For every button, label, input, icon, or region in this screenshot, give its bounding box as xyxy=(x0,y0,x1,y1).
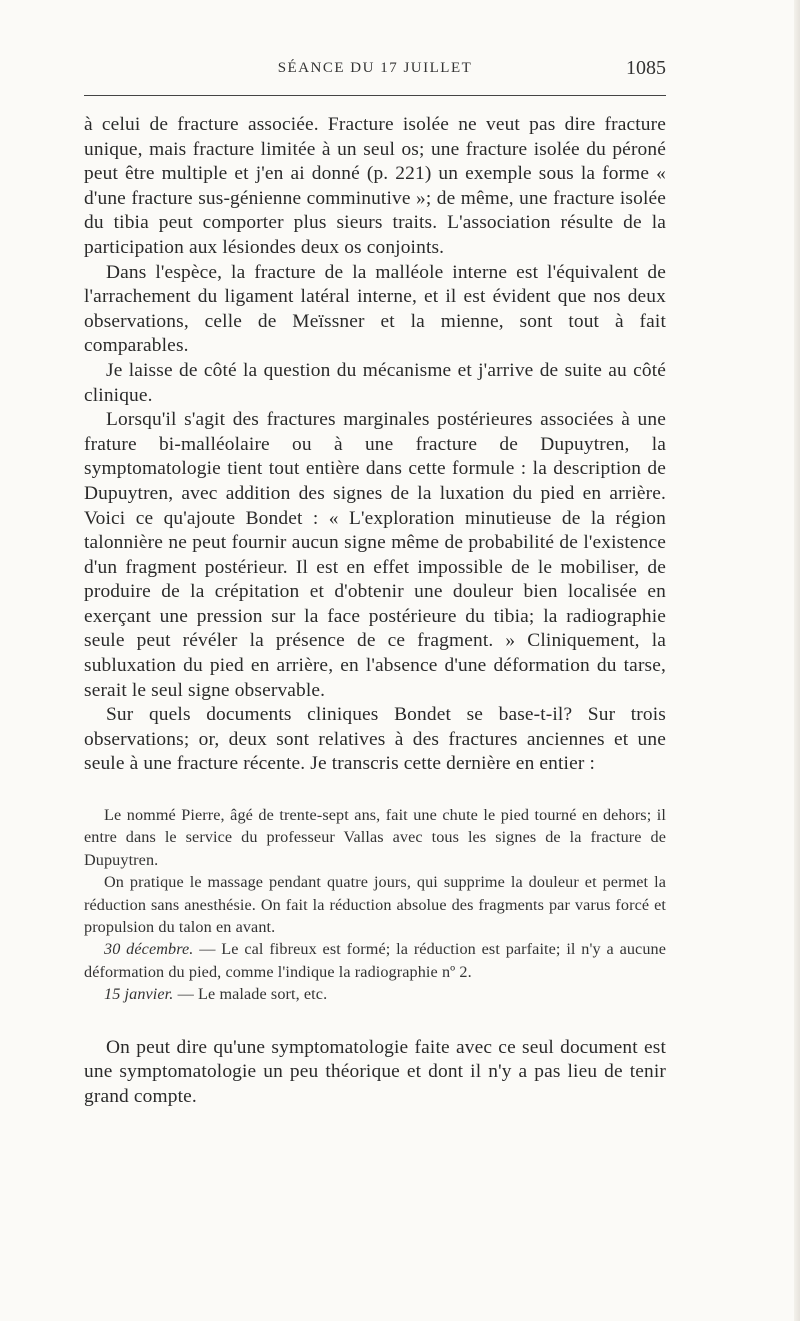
conclusion-paragraph: On peut dire qu'une symptomatologie faite avec ce seul document est une symptomatologie un peu théorique et dont il n'y a pas lieu de tenir grand compte. xyxy=(84,1036,666,1108)
entry-text: — Le cal fibreux est formé; la réduction est parfaite; il n'y a aucune déformation du pied, comme l'indique la radiographie nº 2. xyxy=(84,940,666,981)
quote-paragraph xyxy=(84,938,666,983)
entry-date: 15 janvier. xyxy=(104,985,174,1004)
paragraph: à celui de fracture associée. Fracture isolée ne veut pas dire fracture unique, mais fracture limitée à un seul os; une fracture isolée du péroné peut être multiple et j'en ai donné (p. 221) un exemple sous la forme « d'une fracture sus-génienne comminutive »; de même, une fracture isolée du tibia peut comporter plus sieurs traits. L'association résulte de la participation aux lésiondes deux os conjoints. xyxy=(84,114,666,258)
quote-paragraph xyxy=(84,983,666,1005)
header-rule xyxy=(84,95,666,96)
paragraph: Je laisse de côté la question du mécanisme et j'arrive de suite au côté clinique. xyxy=(84,359,666,406)
quote-paragraph: Le nommé Pierre, âgé de trente-sept ans, fait une chute le pied tourné en dehors; il entre dans le service du professeur Vallas avec tous les signes de la fracture de Dupuytren. xyxy=(84,806,666,869)
paragraph: Lorsqu'il s'agit des fractures marginales postérieures associées à une frature bi-malléolaire ou à une fracture de Dupuytren, la symptomatologie tient tout entière dans cette formule : la description de Dupuytren, avec addition des signes de la luxation du pied en arrière. Voici ce qu'ajoute Bondet : « L'exploration minutieuse de la région talonnière ne peut fournir aucun signe même de probabilité de l'existence d'un fragment postérieur. Il est en effet impossible de le mobiliser, de produire de la crépitation et d'obtenir une douleur bien localisée en exerçant une pression sur la face postérieure du tibia; la radiographie seule peut révéler la présence de ce fragment. » Cliniquement, la subluxation du pied en arrière, en l'absence d'une déformation du tarse, serait le seul signe observable. xyxy=(84,409,666,701)
page-edge xyxy=(794,0,800,1321)
main-text xyxy=(84,113,666,1129)
quoted-observation xyxy=(84,804,666,1006)
entry-text: — Le malade sort, etc. xyxy=(173,985,328,1004)
quote-paragraph: On pratique le massage pendant quatre jours, qui supprime la douleur et permet la réduction sans anesthésie. On fait la réduction absolue des fragments par varus forcé et propulsion du talon en avant. xyxy=(84,873,666,937)
entry-date: 30 décembre. xyxy=(104,940,194,959)
page-header xyxy=(84,57,666,90)
paragraph: Sur quels documents cliniques Bondet se base-t-il? Sur trois observations; or, deux sont relatives à des fractures anciennes et une seule à une fracture récente. Je transcris cette dernière en entier : xyxy=(84,704,666,775)
paragraph: Dans l'espèce, la fracture de la malléole interne est l'équivalent de l'arrachement du ligament latéral interne, et il est évident que nos deux observations, celle de Meïssner et la mienne, sont tout à fait comparables. xyxy=(84,261,666,357)
page-number: 1085 xyxy=(626,57,666,79)
running-title: SÉANCE DU 17 JUILLET xyxy=(277,60,473,76)
